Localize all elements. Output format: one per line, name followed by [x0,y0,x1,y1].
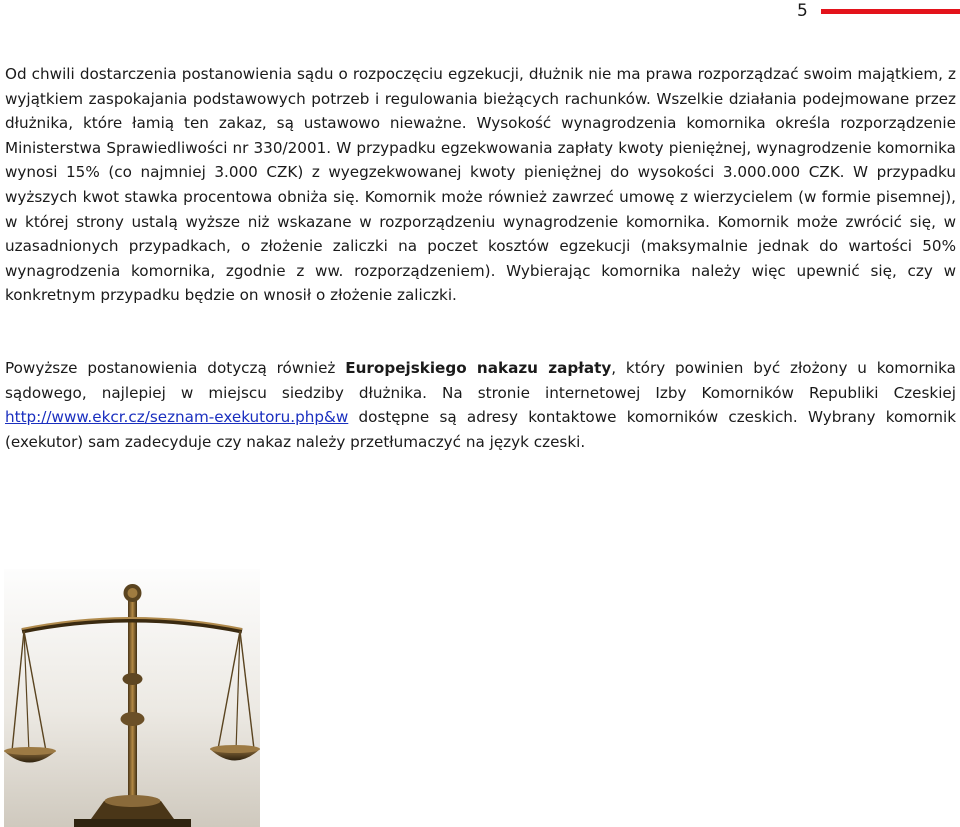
bold-term: Europejskiego nakazu zapłaty [345,359,612,377]
paragraph-text: Powyższe postanowienia dotyczą również [5,359,346,377]
paragraph-text: , który powinien być złożony u komornika sądowego, najlepiej w miejscu siedziby dłużnika. Na stronie internetowej Izby Komorników Republiki Czeskiej [5,359,956,402]
chamber-website-link[interactable]: http://www.ekcr.cz/seznam-exekutoru.php&w [5,408,349,427]
scales-of-justice-image [4,569,260,827]
header-accent-bar [821,9,960,14]
paragraph-enforcement-fees: Od chwili dostarczenia postanowienia sądu o rozpoczęciu egzekucji, dłużnik nie ma prawa rozporządzać swoim majątkiem, z wyjątkiem zaspokajania podstawowych potrzeb i regulowania bieżących rachunków. Wszelkie działania podejmowane przez dłużnika, które łamią ten zakaz, są ustawowo nieważne. Wysokość wynagrodzenia komornika określa rozporządzenie Ministerstwa Sprawiedliwości nr 330/2001. W przypadku egzekwowania zapłaty kwoty pieniężnej, wynagrodzenie komornika wynosi 15% (co najmniej 3.000 CZK) z wyegzekwowanej kwoty pieniężnej do wysokości 3.000.000 CZK. W przypadku wyższych kwot stawka procentowa obniża się. Komornik może również zawrzeć umowę z wierzycielem (w formie pisemnej), w której strony ustalą wyższe niż wskazane w rozporządzeniu wynagrodzenie komornika. Komornik może zwrócić się, w uzasadnionych przypadkach, o złożenie zaliczki na poczet kosztów egzekucji (maksymalnie jednak do wartości 50% wynagrodzenia komornika, zgodnie z ww. rozporządzeniem). Wybierając komornika należy więc upewnić się, czy w konkretnym przypadku będzie on wnosił o złożenie zaliczki. [5,65,956,305]
paragraph-european-order [5,356,956,454]
page-number: 5 [797,1,808,21]
paragraph-text: dostępne są adresy kontaktowe komorników czeskich. Wybrany komornik (exekutor) sam zadecyduje czy nakaz należy przetłumaczyć na język czeski. [5,408,956,451]
